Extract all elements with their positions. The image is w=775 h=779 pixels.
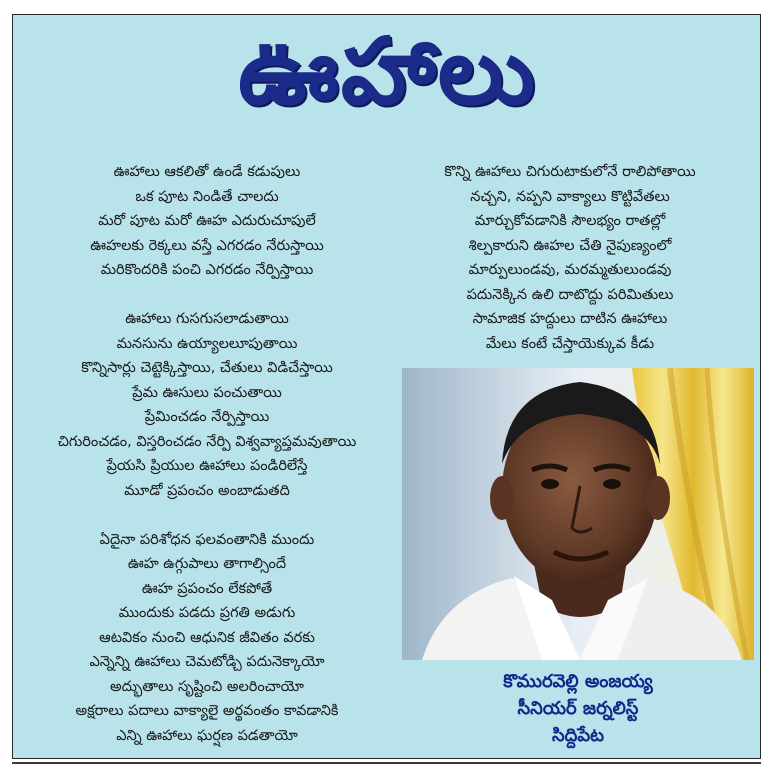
author-place: సిద్దిపేట xyxy=(551,725,605,746)
verse-line: ఎన్ని ఊహాలు ఘర్షణ పడతాయో xyxy=(116,727,298,744)
verse-line: మరో పూట మరో ఊహ ఎదురుచూపులే xyxy=(98,213,316,229)
verse-line: మరికొందరికి పంచి ఎగరడం నేర్పిస్తాయి xyxy=(100,262,314,278)
left-column xyxy=(28,160,386,773)
ear xyxy=(646,476,670,520)
verse-line: పదునెక్కిన ఉలి దాటొద్దు పరిమితులు xyxy=(466,286,674,303)
verse-line: అక్షరాలు పదాలు వాక్యాలై అర్థవంతం కావడానికి xyxy=(75,703,339,719)
eye xyxy=(603,479,621,489)
verse-line: నచ్చని, నప్పని వాక్యాలు కొట్టివేతలు xyxy=(470,188,670,205)
verse-line: మేలు కంటే చేస్తాయెక్కువ కీడు xyxy=(485,335,655,352)
author-role: సీనియర్ జర్నలిస్ట్ xyxy=(517,698,639,719)
right-column xyxy=(398,160,742,381)
verse-line: ఎన్నెన్ని ఊహాలు చెమటోడ్చి పదునెక్కాయో xyxy=(89,654,325,670)
ear xyxy=(490,476,514,520)
verse-line: ఊహ ఉగ్గుపాలు తాగాల్సిందే xyxy=(127,556,287,572)
stanza-2 xyxy=(28,307,386,503)
stanza-4 xyxy=(398,160,742,356)
verse-line: చిగురించడం, విస్తరించడం నేర్పి విశ్వవ్యాప్తమవుతాయి xyxy=(57,433,357,450)
verse-line: ఏదైనా పరిశోధన ఫలవంతానికి ముందు xyxy=(99,531,315,548)
author-photo xyxy=(402,368,754,660)
verse-line: ప్రేమించడం నేర్పిస్తాయి xyxy=(144,409,270,425)
verse-line: మార్చుకోవడానికి సౌలభ్యం రాతల్లో xyxy=(474,213,666,229)
verse-line: కొన్నిసార్లు చెట్టెక్కిస్తాయి, చేతులు విడిచేస్తాయి xyxy=(81,360,333,376)
author-signature xyxy=(400,668,756,749)
verse-line: మనసును ఉయ్యాలలూపుతాయి xyxy=(116,335,298,352)
verse-line: ఊహాలు గుసగుసలాడుతాయి xyxy=(125,311,289,327)
eye xyxy=(541,479,559,489)
verse-line: సామాజిక హద్దులు దాటిన ఊహాలు xyxy=(472,311,668,327)
verse-line: మూడో ప్రపంచం అంబాడుతది xyxy=(124,482,290,499)
verse-line: అద్భుతాలు సృష్టించి అలరించాయో xyxy=(110,678,304,695)
poem-title: ఊహాలు xyxy=(238,18,537,125)
verse-line: ఊహాలు ఆకలితో ఉండే కడుపులు xyxy=(113,164,301,180)
verse-line: శిల్పకారుని ఊహల చేతి నైపుణ్యంలో xyxy=(468,237,672,254)
verse-line: ప్రేమ ఊసులు పంచుతాయి xyxy=(132,384,282,401)
verse-line: ఒక పూట నిండితే చాలదు xyxy=(135,188,279,205)
stanza-3 xyxy=(28,528,386,749)
verse-line: ప్రేయసి ప్రియుల ఊహాలు పండిరిలేస్తే xyxy=(106,458,308,474)
verse-line: ఊహలకు రెక్కలు వస్తే ఎగరడం నేరుస్తాయి xyxy=(90,237,324,254)
verse-line: ఆటవికం నుంచి ఆధునిక జీవితం వరకు xyxy=(99,629,315,646)
verse-line: మార్పులుండవు, మరమ్మతులుండవు xyxy=(468,262,672,278)
verse-line: ఊహ ప్రపంచం లేకపోతే xyxy=(141,580,273,597)
author-name: కొమురవెల్లి అంజయ్య xyxy=(503,671,653,692)
stanza-1 xyxy=(28,160,386,283)
verse-line: ముందుకు పడదు ప్రగతి అడుగు xyxy=(118,605,296,621)
verse-line: కొన్ని ఊహాలు చిగురుటాకులోనే రాలిపోతాయి xyxy=(444,164,696,180)
